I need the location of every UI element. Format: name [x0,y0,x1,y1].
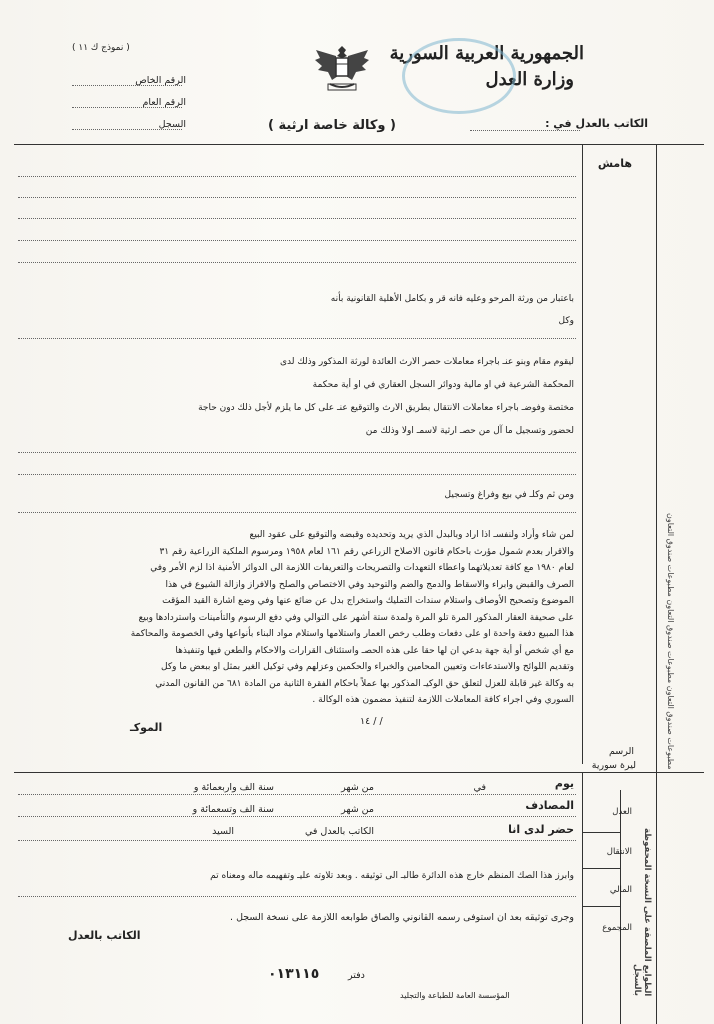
notary-signature-label: الكاتب بالعدل [68,929,141,942]
syrian-eagle-emblem-icon [312,40,372,96]
fee-label: الرسم [608,746,634,757]
principal-signature-label: الموكـ [130,721,163,734]
blank-line[interactable] [18,176,576,177]
side-transfer-fee: الانتقال [606,847,632,857]
serial-number: ٠١٣١١٥ [268,966,320,982]
para4-line: السوري وفي اجراء كافة المعاملات اللازمة لتنفيذ مضمون هذه الوكالة . [312,695,574,705]
general-number-label: الرقم العام [142,97,186,108]
form-number: ( نموذج ك ١١ ) [72,43,130,53]
notary-in-label: الكاتب بالعدل في [304,826,374,837]
para4-line: مع أي شخص أو أية جهة بدعي ان لها حقا على هذه الحصـ واستئناف القرارات والاحكام والطعن فيها وتنفيذها [175,645,574,656]
para2-line3: مختصة وفوضـ باجراء معاملات الانتقال بطريق الارث والتوقيع عنـ على كل ما يلزم لأجل ذلك دون حاجة [198,403,574,413]
date-line: / / ١٤ [360,716,383,727]
official-stamp-icon [402,38,516,114]
book-label: دفتر [348,970,365,981]
para1-line1: باعتبار من ورثة المرحو وعليه فانه قر و بكامل الأهلية القانونية بأنه [330,294,574,304]
para2-line4: لحضور وتسجيل ما آل من حصـ ارثية لاسمـ اولا وذلك من [365,426,574,436]
side-strip-text: مطبوعات صندوق التعاون مطبوعات صندوق التعاون مطبوعات صندوق التعاون [666,513,675,770]
para4-line: الموضوع وتصحيح الأوصاف واستلام سندات التمليك واستخراج بدل عن ضائع عنها وفي وضع اشارة القيد المؤقت [162,596,574,606]
month-label-2: من شهر [341,804,374,815]
side-financial-fee: المالي [609,885,632,895]
side-notary-fee: العدل [612,807,632,817]
para4-line: والاقرار بعدم شمول مؤرث باحكام قانون الاصلاح الزراعي رقم ١٦١ لعام ١٩٥٨ ومرسوم الملكية الزراعية رقم ٣١ [159,546,574,557]
margin-divider [582,144,583,764]
month-label: من شهر [341,782,374,793]
para1-line2: وكل [558,316,574,326]
fee-unit: ليرة سورية [591,760,636,771]
para2-line2: المحكمة الشرعية في او مالية ودوائر السجل العقاري في او أية محكمة [312,380,574,390]
para4-line: على صحيفة العقار المذكور المرة تلو المرة ولمدة ستة أشهر على التوالي وفي دفع الرسوم والتأمينات واستردادها وبيع [138,612,574,623]
stamps-title: الطوابع الملصقة على النسخة المحفوظة بالسجل [632,827,652,996]
in-label: في [473,782,486,793]
mr-label: السيد [212,826,234,837]
year-label-2: سنة الف وتسعمائة و [192,804,274,815]
register-field[interactable] [72,129,182,130]
margin-label: هامش [597,157,632,170]
blank-line[interactable] [18,218,576,219]
corresponding-label: المصادف [525,799,574,812]
blank-line[interactable] [18,197,576,198]
country-name: الجمهورية العربية السورية [389,43,584,64]
blank-line[interactable] [18,240,576,241]
certification-text: وجرى توثيقه بعد ان استوفى رسمه القانوني والصاق طوابعه اللازمة على نسخة السجل . [230,912,574,923]
ministry-name: وزارة العدل [485,69,574,90]
special-number-label: الرقم الخاص [135,75,186,86]
side-total-fee: المجموع [602,923,632,933]
para4-line: به وكالة غير قابلة للعزل لتعلق حق الوكيـ المذكور بها عملاً باحكام الفقرة الثانية من المادة ٦٨١ من القانون المدني [155,678,574,689]
year-label: سنة الف واربعمائة و [193,782,274,793]
register-label: السجل [158,119,186,130]
para4-line: لمن شاء وأراد ولنفسـ اذا اراد وبالبدل الذي يريد وتحديده وقبضه والتوقيع على عقود البيع [249,530,574,540]
printer-credit: المؤسسة العامة للطباعة والتجليد [400,991,510,1000]
para4-line: لعام ١٩٨٠ مع كافة تعديلاتهما واعطاء التعهدات والتصريحات والتعريفات اللازمة الى الدوائر الأمنية اذا لزم الأمر وفي [150,563,574,573]
declaration-text: وابرز هذا الصك المنظم خارج هذه الدائرة طالبـ الى توثيقه . وبعد تلاوته عليـ وتفهيمه ماله ومعناه تم [210,871,574,881]
special-number-field[interactable] [72,85,182,86]
blank-line[interactable] [18,262,576,263]
present-label: حضر لدى انا [508,823,574,836]
day-label: يوم [554,777,574,790]
notary-location-field[interactable] [470,130,580,131]
notary-location-label: الكاتب بالعدل في : [545,117,648,130]
para2-line1: ليقوم مقام وبنو عنـ باجراء معاملات حصر الارث العائدة لورثة المذكور وذلك لدى [279,357,574,367]
para4-line: هذا المبيع دفعة واحدة او على دفعات وطلب رخص العمار واستلامها واستلام مواد البناء بأنواعها وفي الخصومة والمحاكمة [130,629,574,639]
para3-line1: ومن ثم وكلـ في بيع وفراغ وتسجيل [444,490,574,500]
para4-line: الصرف والقبض وابراء والاسقاط والدمج والضم والتوحيد وفي الاختصاص والصلح والافراز وازالة الشيوع في هذا [165,579,574,590]
general-number-field[interactable] [72,107,182,108]
para4-line: وتقديم اللوائح والاستدعاءات وتعيين المحامين والخبراء والحكمين وعزلهم وفي توكيل الغير بمثل او ببعض ما وكل [161,662,574,672]
document-title: ( وكالة خاصة ارثية ) [268,118,396,133]
